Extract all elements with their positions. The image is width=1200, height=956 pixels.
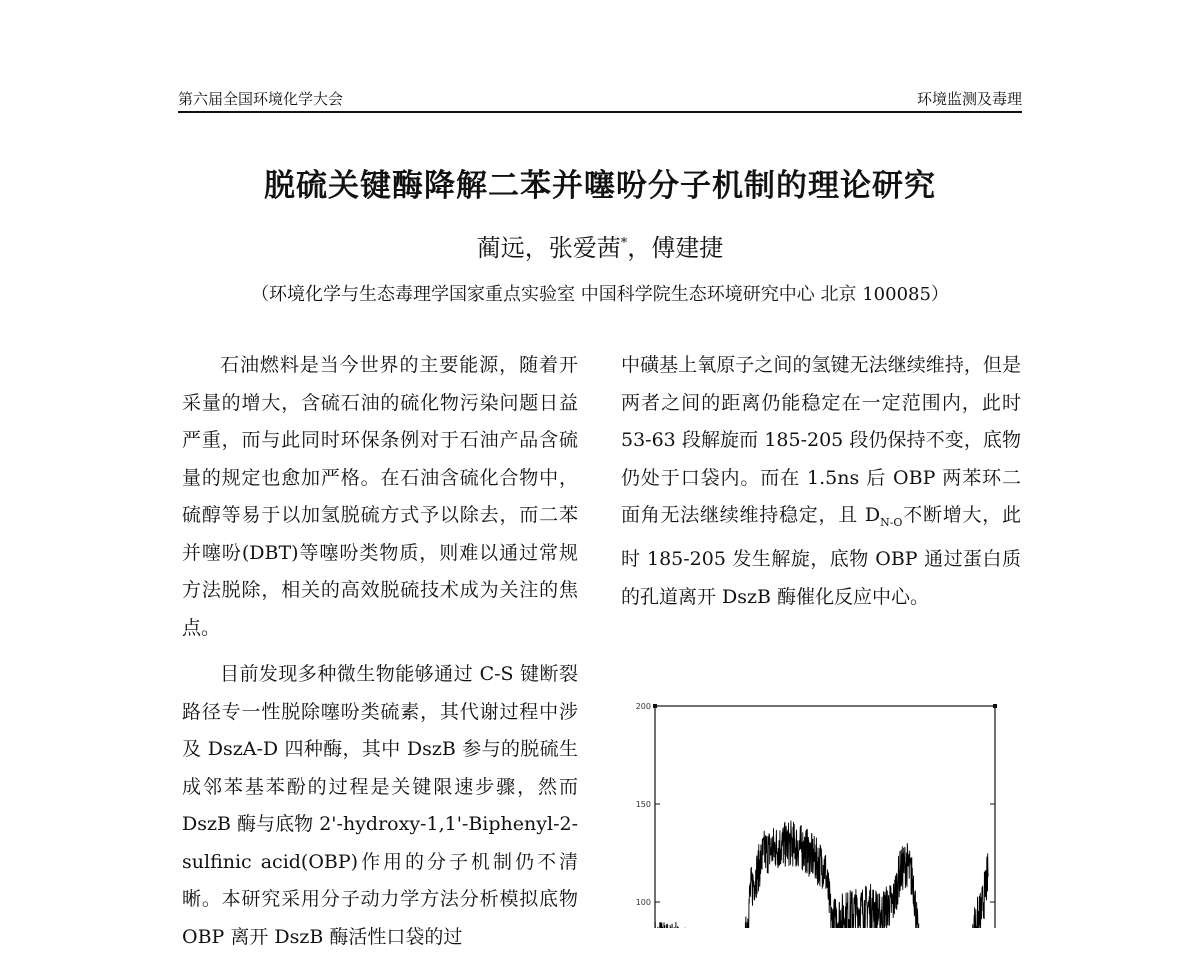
y-tick-label: 200 (635, 702, 651, 711)
header-divider (178, 111, 1022, 113)
right-paragraph-1 (621, 347, 1021, 616)
left-column (182, 347, 578, 956)
plot-frame (655, 706, 995, 928)
right-text-b: 不断增大，此时 185-205 发生解旋，底物 OBP 通过蛋白质的孔道离开 DszB 酶催化反应中心。 (621, 504, 1021, 608)
series-line (655, 821, 988, 928)
y-tick-label: 150 (635, 800, 651, 809)
paper-title: 脱硫关键酶降解二苯并噻吩分子机制的理论研究 (264, 168, 936, 204)
left-paragraph-2: 目前发现多种微生物能够通过 C-S 键断裂路径专一性脱除噻吩类硫素，其代谢过程中涉及 DszA-D 四种酶，其中 DszB 参与的脱硫生成邻苯基苯酚的过程是关键限速步骤，然而 DszB 酶与底物 2'-hydroxy-1,1'-Biphenyl-2-sulfinic acid(OBP)作用的分子机制仍不清晰。本研究采用分子动力学方法分析模拟底物 OBP 离开 DszB 酶活性口袋的过 (182, 663, 578, 948)
right-text-a: 中磺基上氧原子之间的氢键无法继续维持，但是两者之间的距离仍能稳定在一定范围内，此时 53-63 段解旋而 185-205 段仍保持不变，底物仍处于口袋内。而在 1.5ns 后 OBP 两苯环二面角无法继续维持稳定，且 D (621, 354, 1021, 526)
author-names: 蔺远，张爱茜 (476, 234, 621, 262)
author-line (0, 228, 1200, 263)
left-paragraph-1: 石油燃料是当今世界的主要能源，随着开采量的增大，含硫石油的硫化物污染问题日益严重，而与此同时环保条例对于石油产品含硫量的规定也愈加严格。在石油含硫化合物中，硫醇等易于以加氢脱硫方式予以除去，而二苯并噻吩(DBT)等噻吩类物质，则难以通过常规方法脱除，相关的高效脱硫技术成为关注的焦点。 (182, 354, 578, 639)
running-header-left: 第六届全国环境化学大会 (178, 90, 344, 108)
right-column (621, 347, 1021, 616)
affiliation: （环境化学与生态毒理学国家重点实验室 中国科学院生态环境研究中心 北京 100085） (251, 284, 949, 305)
corresponding-mark: * (620, 236, 628, 251)
author-names-tail: ，傅建捷 (627, 234, 724, 262)
md-distance-chart (620, 698, 1020, 928)
running-header-right: 环境监测及毒理 (916, 90, 1022, 108)
y-tick-label: 100 (635, 898, 651, 907)
distance-subscript: N-O (880, 515, 903, 529)
